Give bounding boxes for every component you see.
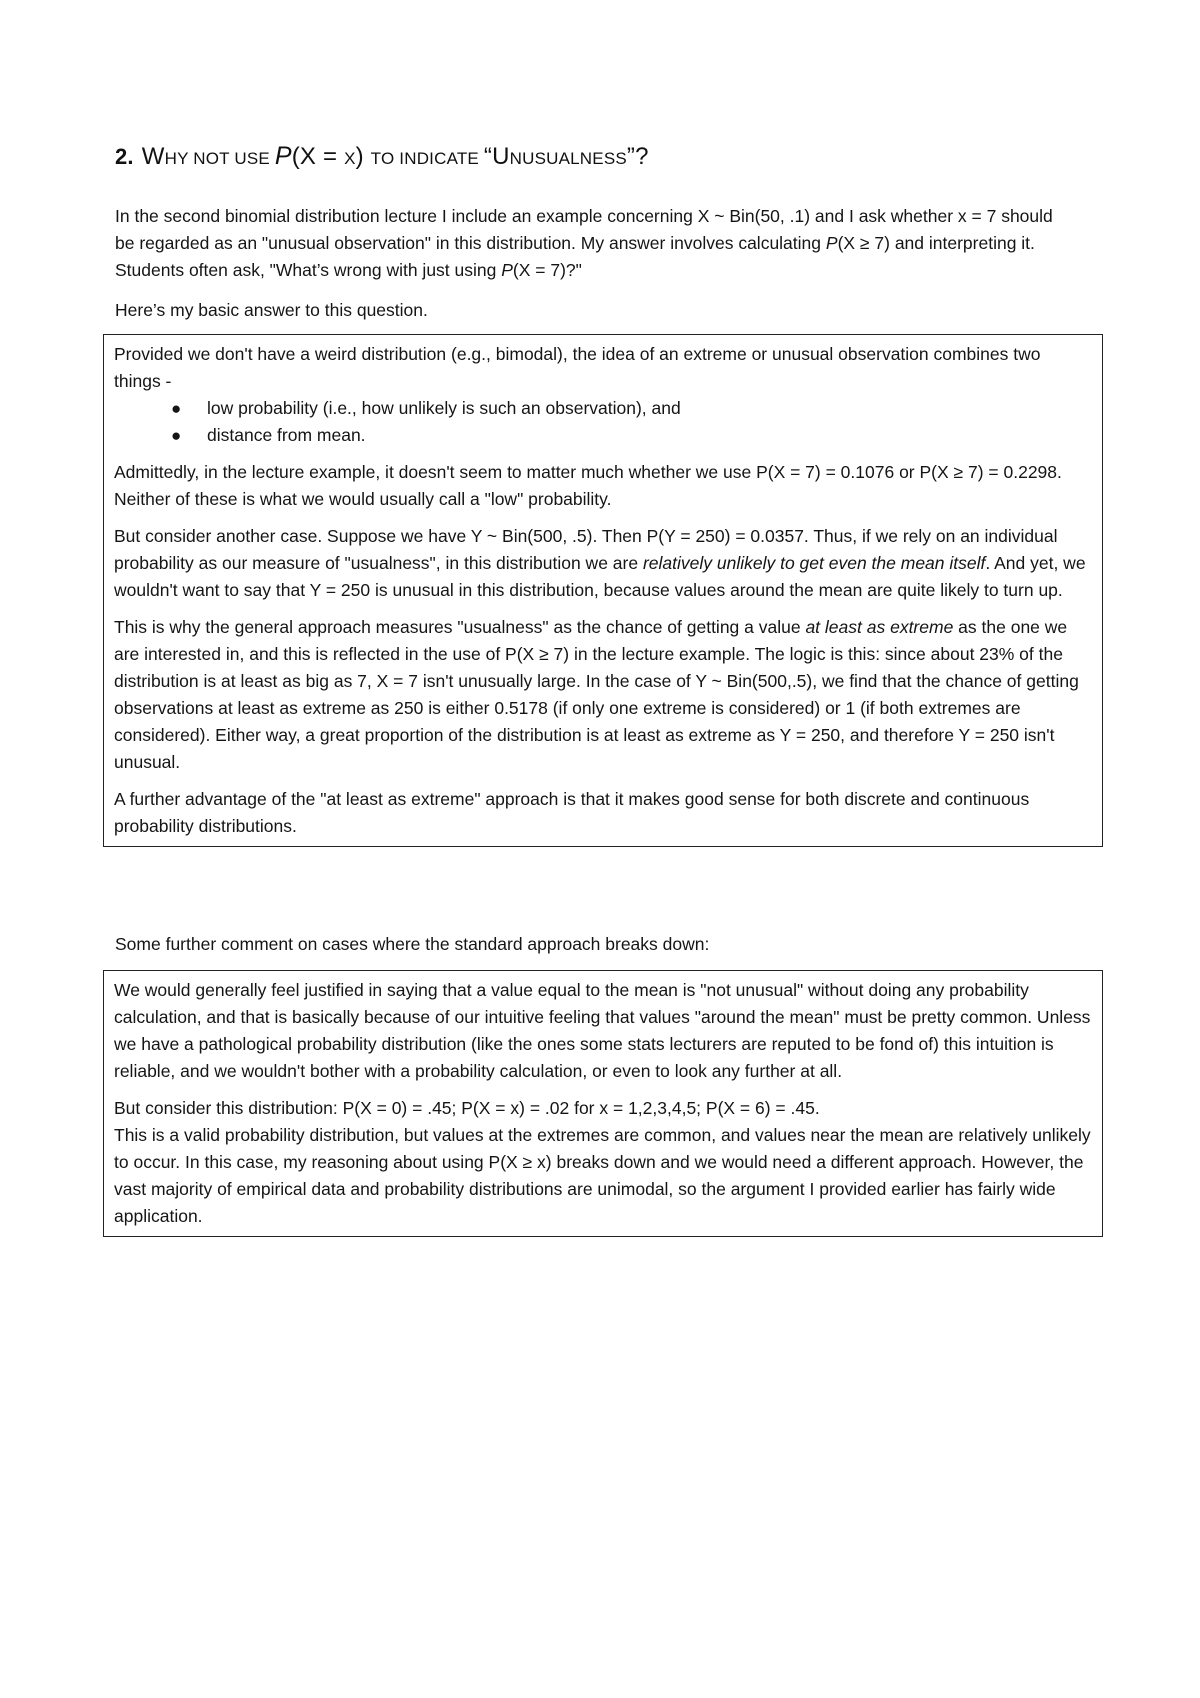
intro-p-1: P [825,233,838,253]
box1-paragraph-2: Admittedly, in the lecture example, it doesn't seem to matter much whether we use P(X = 7) = 0.1076 or P(X ≥ 7) = 0.2298. Neither of these is what we would usually call a "low" probability. [114,462,1062,509]
intro-p-2: P [501,260,513,280]
box2-p2-rest: This is a valid probability distribution, but values at the extremes are common, and values near the mean are relatively unlikely to occur. In this case, my reasoning about using P(X ≥ x) breaks down and we would need a different approach. However, the vast majority of empirical data and probability distributions are unimodal, so the argument I provided earlier has fairly wide application. [114,1125,1091,1226]
box1-p3-text-b: . And yet, we wouldn't want to say that Y = 250 is unusual in this distribution, because values around the mean are quite likely to turn up. [114,553,1086,600]
heading-unusualness: NUSUALNESS [509,149,627,168]
heading-p-letter: P [274,142,292,170]
section-heading [115,142,649,171]
intro-paragraph [115,203,1075,284]
breakdown-box [103,970,1103,1237]
intro-text-2: (X ≥ 7) and interpreting it. Students often ask, "What’s wrong with just using [115,233,1035,280]
box1-p4-text-b: as the one we are interested in, and this is reflected in the use of P(X ≥ 7) in the lecture example. The logic is this: since about 23% of the distribution is at least as big as 7, X = 7 isn't unusually large. In the case of Y ~ Bin(500,.5), we find that the chance of getting observations at least as extreme as 250 is either 0.5178 (if only one extreme is considered) or 1 (if both extremes are considered). Either way, a great proportion of the distribution is at least as extreme as Y = 250, and therefore Y = 250 isn't unusual. [114,617,1079,772]
box1-bullet-list [114,395,1092,449]
box1-p3-text-a: But consider another case. Suppose we have Y ~ Bin(500, .5). Then P(Y = 250) = 0.0357. Thus, if we rely on an individual probability as our measure of "usualness", in this distribution we are [114,526,1058,573]
heading-text: HY NOT USE [164,149,275,168]
box1-intro: Provided we don't have a weird distribution (e.g., bimodal), the idea of an extreme or unusual observation combines two things - [114,344,1041,391]
heading-quote-u: “U [483,143,510,170]
heading-end: ”? [626,143,649,170]
box2-p2-line-1: But consider this distribution: P(X = 0) = .45; P(X = x) = .02 for x = 1,2,3,4,5; P(X = 6) = .45. [114,1098,820,1118]
heading-to-indicate: TO INDICATE [370,149,484,168]
basic-answer-line: Here’s my basic answer to this question. [115,300,428,320]
intro-text-3: (X = 7)?" [512,260,582,280]
box2-paragraph-1: We would generally feel justified in saying that a value equal to the mean is "not unusual" without doing any probability calculation, and that is basically because of our intuitive feeling that values "around the mean" must be pretty common. Unless we have a pathological probability distribution (like the ones some stats lecturers are reputed to be fond of) this intuition is reliable, and we wouldn't bother with a probability calculation, or even to look any further at all. [114,980,1091,1081]
bullet-icon: ● [171,399,182,418]
answer-box [103,334,1103,847]
bullet-text: distance from mean. [207,425,366,445]
list-item [114,395,1092,422]
box1-p4-text-a: This is why the general approach measures "usualness" as the chance of getting a value [114,617,806,637]
heading-x: X [344,149,356,168]
section-number: 2. [115,144,134,169]
box1-paragraph-5: A further advantage of the "at least as extreme" approach is that it makes good sense for both discrete and continuous probability distributions. [114,789,1030,836]
box1-p4-italic: at least as extreme [805,617,954,637]
bullet-icon: ● [171,426,182,445]
box1-paragraph-4 [114,614,1092,776]
further-comment-line: Some further comment on cases where the standard approach breaks down: [115,934,710,954]
heading-expr-close: ) [355,143,371,170]
heading-initial: W [141,143,165,170]
heading-expr-open: (X = [291,143,345,170]
bullet-text: low probability (i.e., how unlikely is such an observation), and [207,398,681,418]
box1-paragraph-3 [114,523,1092,604]
list-item [114,422,1092,449]
box2-paragraph-2 [114,1095,1092,1230]
intro-text-1: In the second binomial distribution lecture I include an example concerning X ~ Bin(50, .1) and I ask whether x = 7 should be regarded as an "unusual observation" in this distribution. My answer involves calculating [115,206,1053,253]
box1-p3-italic: relatively unlikely to get even the mean itself [642,553,986,573]
